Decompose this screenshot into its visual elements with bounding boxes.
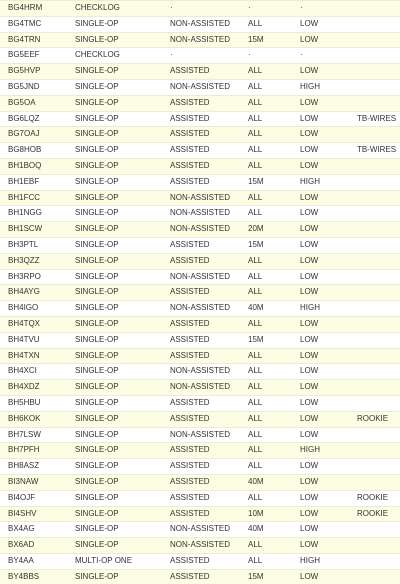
callsign-cell: BH1NGG bbox=[0, 206, 67, 222]
callsign-cell: BH4TXN bbox=[0, 348, 67, 364]
band-cell: ALL bbox=[240, 79, 292, 95]
table-row bbox=[0, 553, 400, 569]
overlay-cell bbox=[349, 16, 400, 32]
assisted-category-cell: ASSISTED bbox=[162, 285, 240, 301]
callsign-cell: BG6LQZ bbox=[0, 111, 67, 127]
callsign-cell: BG4TMC bbox=[0, 16, 67, 32]
overlay-cell bbox=[349, 174, 400, 190]
operator-category-cell: SINGLE-OP bbox=[67, 569, 162, 584]
band-cell: ALL bbox=[240, 95, 292, 111]
callsign-cell: BH3QZZ bbox=[0, 253, 67, 269]
assisted-category-cell: ASSISTED bbox=[162, 95, 240, 111]
power-cell: LOW bbox=[292, 127, 349, 143]
operator-category-cell: CHECKLOG bbox=[67, 1, 162, 17]
power-cell: LOW bbox=[292, 348, 349, 364]
power-cell: LOW bbox=[292, 222, 349, 238]
operator-category-cell: SINGLE-OP bbox=[67, 364, 162, 380]
table-row bbox=[0, 174, 400, 190]
assisted-category-cell: ASSISTED bbox=[162, 111, 240, 127]
callsign-cell: BH4XCI bbox=[0, 364, 67, 380]
table-row bbox=[0, 506, 400, 522]
table-row bbox=[0, 364, 400, 380]
band-cell: ALL bbox=[240, 111, 292, 127]
overlay-cell bbox=[349, 222, 400, 238]
band-cell: ALL bbox=[240, 127, 292, 143]
power-cell: LOW bbox=[292, 474, 349, 490]
band-cell: 15M bbox=[240, 332, 292, 348]
band-cell: 20M bbox=[240, 222, 292, 238]
operator-category-cell: SINGLE-OP bbox=[67, 237, 162, 253]
band-cell: ALL bbox=[240, 364, 292, 380]
band-cell: ALL bbox=[240, 285, 292, 301]
assisted-category-cell: NON-ASSISTED bbox=[162, 364, 240, 380]
table-row bbox=[0, 32, 400, 48]
callsign-cell: BX4AG bbox=[0, 522, 67, 538]
operator-category-cell: MULTI-OP ONE bbox=[67, 553, 162, 569]
power-cell: LOW bbox=[292, 506, 349, 522]
assisted-category-cell: NON-ASSISTED bbox=[162, 269, 240, 285]
table-row bbox=[0, 380, 400, 396]
operator-category-cell: SINGLE-OP bbox=[67, 190, 162, 206]
operator-category-cell: SINGLE-OP bbox=[67, 395, 162, 411]
operator-category-cell: SINGLE-OP bbox=[67, 158, 162, 174]
table-row bbox=[0, 285, 400, 301]
assisted-category-cell: ASSISTED bbox=[162, 395, 240, 411]
power-cell: LOW bbox=[292, 143, 349, 159]
callsign-cell: BG4TRN bbox=[0, 32, 67, 48]
band-cell: ALL bbox=[240, 158, 292, 174]
overlay-cell bbox=[349, 158, 400, 174]
table-row bbox=[0, 301, 400, 317]
power-cell: LOW bbox=[292, 411, 349, 427]
power-cell: LOW bbox=[292, 111, 349, 127]
power-cell: · bbox=[292, 1, 349, 17]
operator-category-cell: SINGLE-OP bbox=[67, 490, 162, 506]
table-row bbox=[0, 538, 400, 554]
overlay-cell bbox=[349, 269, 400, 285]
operator-category-cell: SINGLE-OP bbox=[67, 538, 162, 554]
band-cell: 40M bbox=[240, 474, 292, 490]
overlay-cell bbox=[349, 474, 400, 490]
callsign-cell: BH4TQX bbox=[0, 316, 67, 332]
power-cell: HIGH bbox=[292, 174, 349, 190]
callsign-cell: BG5OA bbox=[0, 95, 67, 111]
operator-category-cell: SINGLE-OP bbox=[67, 174, 162, 190]
power-cell: LOW bbox=[292, 364, 349, 380]
callsign-cell: BY4BBS bbox=[0, 569, 67, 584]
operator-category-cell: SINGLE-OP bbox=[67, 206, 162, 222]
power-cell: LOW bbox=[292, 237, 349, 253]
operator-category-cell: SINGLE-OP bbox=[67, 474, 162, 490]
band-cell: ALL bbox=[240, 316, 292, 332]
power-cell: HIGH bbox=[292, 301, 349, 317]
assisted-category-cell: ASSISTED bbox=[162, 459, 240, 475]
power-cell: LOW bbox=[292, 253, 349, 269]
band-cell: · bbox=[240, 1, 292, 17]
band-cell: ALL bbox=[240, 553, 292, 569]
overlay-cell bbox=[349, 316, 400, 332]
band-cell: 15M bbox=[240, 32, 292, 48]
operator-category-cell: SINGLE-OP bbox=[67, 253, 162, 269]
band-cell: ALL bbox=[240, 190, 292, 206]
table-row bbox=[0, 206, 400, 222]
overlay-cell bbox=[349, 380, 400, 396]
operator-category-cell: SINGLE-OP bbox=[67, 316, 162, 332]
callsign-cell: BG5EEF bbox=[0, 48, 67, 64]
callsign-cell: BG5JND bbox=[0, 79, 67, 95]
callsign-cell: BH3PTL bbox=[0, 237, 67, 253]
operator-category-cell: SINGLE-OP bbox=[67, 522, 162, 538]
overlay-cell bbox=[349, 79, 400, 95]
overlay-cell bbox=[349, 253, 400, 269]
power-cell: LOW bbox=[292, 459, 349, 475]
callsign-cell: BH8ASZ bbox=[0, 459, 67, 475]
operator-category-cell: SINGLE-OP bbox=[67, 285, 162, 301]
callsign-cell: BH1FCC bbox=[0, 190, 67, 206]
overlay-cell: ROOKIE bbox=[349, 506, 400, 522]
band-cell: · bbox=[240, 48, 292, 64]
operator-category-cell: SINGLE-OP bbox=[67, 380, 162, 396]
assisted-category-cell: ASSISTED bbox=[162, 174, 240, 190]
table-row bbox=[0, 190, 400, 206]
band-cell: ALL bbox=[240, 427, 292, 443]
assisted-category-cell: · bbox=[162, 1, 240, 17]
assisted-category-cell: · bbox=[162, 48, 240, 64]
band-cell: 40M bbox=[240, 301, 292, 317]
assisted-category-cell: ASSISTED bbox=[162, 490, 240, 506]
table-row bbox=[0, 79, 400, 95]
table-row bbox=[0, 253, 400, 269]
assisted-category-cell: ASSISTED bbox=[162, 316, 240, 332]
band-cell: 10M bbox=[240, 506, 292, 522]
assisted-category-cell: ASSISTED bbox=[162, 506, 240, 522]
band-cell: 15M bbox=[240, 174, 292, 190]
overlay-cell bbox=[349, 301, 400, 317]
table-row bbox=[0, 64, 400, 80]
overlay-cell bbox=[349, 95, 400, 111]
assisted-category-cell: ASSISTED bbox=[162, 64, 240, 80]
callsign-cell: BH6KOK bbox=[0, 411, 67, 427]
assisted-category-cell: ASSISTED bbox=[162, 143, 240, 159]
operator-category-cell: SINGLE-OP bbox=[67, 64, 162, 80]
callsign-cell: BY4AA bbox=[0, 553, 67, 569]
table-row bbox=[0, 411, 400, 427]
power-cell: HIGH bbox=[292, 79, 349, 95]
band-cell: ALL bbox=[240, 380, 292, 396]
table-row bbox=[0, 222, 400, 238]
operator-category-cell: CHECKLOG bbox=[67, 48, 162, 64]
assisted-category-cell: ASSISTED bbox=[162, 127, 240, 143]
overlay-cell bbox=[349, 332, 400, 348]
table-row bbox=[0, 316, 400, 332]
band-cell: ALL bbox=[240, 459, 292, 475]
band-cell: 15M bbox=[240, 237, 292, 253]
power-cell: LOW bbox=[292, 269, 349, 285]
overlay-cell: ROOKIE bbox=[349, 411, 400, 427]
band-cell: ALL bbox=[240, 538, 292, 554]
power-cell: LOW bbox=[292, 380, 349, 396]
operator-category-cell: SINGLE-OP bbox=[67, 443, 162, 459]
overlay-cell: ROOKIE bbox=[349, 490, 400, 506]
power-cell: LOW bbox=[292, 95, 349, 111]
table-row bbox=[0, 522, 400, 538]
callsign-cell: BG7OAJ bbox=[0, 127, 67, 143]
assisted-category-cell: ASSISTED bbox=[162, 332, 240, 348]
operator-category-cell: SINGLE-OP bbox=[67, 332, 162, 348]
callsign-cell: BH4AYG bbox=[0, 285, 67, 301]
operator-category-cell: SINGLE-OP bbox=[67, 411, 162, 427]
operator-category-cell: SINGLE-OP bbox=[67, 111, 162, 127]
band-cell: 40M bbox=[240, 522, 292, 538]
table-row bbox=[0, 16, 400, 32]
operator-category-cell: SINGLE-OP bbox=[67, 16, 162, 32]
power-cell: LOW bbox=[292, 190, 349, 206]
table-row bbox=[0, 395, 400, 411]
overlay-cell bbox=[349, 285, 400, 301]
overlay-cell bbox=[349, 395, 400, 411]
callsign-cell: BH7PFH bbox=[0, 443, 67, 459]
table-row bbox=[0, 95, 400, 111]
band-cell: ALL bbox=[240, 253, 292, 269]
callsign-cell: BI3NAW bbox=[0, 474, 67, 490]
table-row bbox=[0, 427, 400, 443]
power-cell: LOW bbox=[292, 158, 349, 174]
overlay-cell bbox=[349, 569, 400, 584]
power-cell: LOW bbox=[292, 569, 349, 584]
callsign-cell: BH4IGO bbox=[0, 301, 67, 317]
overlay-cell bbox=[349, 538, 400, 554]
callsign-cell: BG5HVP bbox=[0, 64, 67, 80]
overlay-cell bbox=[349, 127, 400, 143]
band-cell: ALL bbox=[240, 64, 292, 80]
power-cell: LOW bbox=[292, 64, 349, 80]
overlay-cell bbox=[349, 522, 400, 538]
table-row bbox=[0, 490, 400, 506]
overlay-cell bbox=[349, 1, 400, 17]
band-cell: ALL bbox=[240, 143, 292, 159]
power-cell: LOW bbox=[292, 32, 349, 48]
overlay-cell bbox=[349, 206, 400, 222]
power-cell: HIGH bbox=[292, 553, 349, 569]
assisted-category-cell: ASSISTED bbox=[162, 348, 240, 364]
assisted-category-cell: ASSISTED bbox=[162, 253, 240, 269]
band-cell: ALL bbox=[240, 411, 292, 427]
band-cell: ALL bbox=[240, 395, 292, 411]
operator-category-cell: SINGLE-OP bbox=[67, 95, 162, 111]
assisted-category-cell: NON-ASSISTED bbox=[162, 206, 240, 222]
power-cell: LOW bbox=[292, 332, 349, 348]
assisted-category-cell: ASSISTED bbox=[162, 443, 240, 459]
table-row bbox=[0, 474, 400, 490]
operator-category-cell: SINGLE-OP bbox=[67, 79, 162, 95]
operator-category-cell: SINGLE-OP bbox=[67, 427, 162, 443]
overlay-cell bbox=[349, 64, 400, 80]
operator-category-cell: SINGLE-OP bbox=[67, 301, 162, 317]
overlay-cell bbox=[349, 348, 400, 364]
assisted-category-cell: ASSISTED bbox=[162, 553, 240, 569]
power-cell: LOW bbox=[292, 316, 349, 332]
callsign-cell: BH1SCW bbox=[0, 222, 67, 238]
operator-category-cell: SINGLE-OP bbox=[67, 269, 162, 285]
power-cell: LOW bbox=[292, 427, 349, 443]
band-cell: ALL bbox=[240, 443, 292, 459]
callsign-cell: BI4SHV bbox=[0, 506, 67, 522]
operator-category-cell: SINGLE-OP bbox=[67, 506, 162, 522]
table-row bbox=[0, 443, 400, 459]
operator-category-cell: SINGLE-OP bbox=[67, 143, 162, 159]
overlay-cell bbox=[349, 32, 400, 48]
table-row bbox=[0, 237, 400, 253]
power-cell: · bbox=[292, 48, 349, 64]
power-cell: LOW bbox=[292, 490, 349, 506]
assisted-category-cell: NON-ASSISTED bbox=[162, 538, 240, 554]
assisted-category-cell: NON-ASSISTED bbox=[162, 222, 240, 238]
callsign-cell: BG4HRM bbox=[0, 1, 67, 17]
overlay-cell bbox=[349, 237, 400, 253]
power-cell: LOW bbox=[292, 522, 349, 538]
operator-category-cell: SINGLE-OP bbox=[67, 222, 162, 238]
power-cell: LOW bbox=[292, 285, 349, 301]
callsign-cell: BH1EBF bbox=[0, 174, 67, 190]
band-cell: ALL bbox=[240, 269, 292, 285]
overlay-cell bbox=[349, 443, 400, 459]
table-row bbox=[0, 1, 400, 17]
operator-category-cell: SINGLE-OP bbox=[67, 348, 162, 364]
table-row bbox=[0, 332, 400, 348]
power-cell: LOW bbox=[292, 538, 349, 554]
table-row bbox=[0, 459, 400, 475]
overlay-cell: TB-WIRES bbox=[349, 111, 400, 127]
assisted-category-cell: NON-ASSISTED bbox=[162, 32, 240, 48]
overlay-cell bbox=[349, 553, 400, 569]
assisted-category-cell: NON-ASSISTED bbox=[162, 380, 240, 396]
power-cell: HIGH bbox=[292, 443, 349, 459]
table-row bbox=[0, 348, 400, 364]
assisted-category-cell: ASSISTED bbox=[162, 158, 240, 174]
table-row bbox=[0, 48, 400, 64]
assisted-category-cell: ASSISTED bbox=[162, 411, 240, 427]
operator-category-cell: SINGLE-OP bbox=[67, 459, 162, 475]
band-cell: ALL bbox=[240, 490, 292, 506]
assisted-category-cell: NON-ASSISTED bbox=[162, 427, 240, 443]
callsign-cell: BH7LSW bbox=[0, 427, 67, 443]
table-row bbox=[0, 127, 400, 143]
table-row bbox=[0, 569, 400, 584]
band-cell: ALL bbox=[240, 16, 292, 32]
callsign-cell: BH5HBU bbox=[0, 395, 67, 411]
power-cell: LOW bbox=[292, 16, 349, 32]
callsign-cell: BX6AD bbox=[0, 538, 67, 554]
band-cell: 15M bbox=[240, 569, 292, 584]
operator-category-cell: SINGLE-OP bbox=[67, 32, 162, 48]
assisted-category-cell: NON-ASSISTED bbox=[162, 79, 240, 95]
operator-category-cell: SINGLE-OP bbox=[67, 127, 162, 143]
callsign-cell: BH4TVU bbox=[0, 332, 67, 348]
overlay-cell bbox=[349, 459, 400, 475]
callsign-cell: BH3RPO bbox=[0, 269, 67, 285]
callsign-cell: BI4OJF bbox=[0, 490, 67, 506]
table-row bbox=[0, 158, 400, 174]
band-cell: ALL bbox=[240, 348, 292, 364]
overlay-cell bbox=[349, 190, 400, 206]
assisted-category-cell: ASSISTED bbox=[162, 569, 240, 584]
power-cell: LOW bbox=[292, 206, 349, 222]
band-cell: ALL bbox=[240, 206, 292, 222]
callsign-cell: BG8HOB bbox=[0, 143, 67, 159]
assisted-category-cell: ASSISTED bbox=[162, 474, 240, 490]
overlay-cell bbox=[349, 364, 400, 380]
table-row bbox=[0, 143, 400, 159]
table-row bbox=[0, 111, 400, 127]
assisted-category-cell: NON-ASSISTED bbox=[162, 190, 240, 206]
overlay-cell bbox=[349, 48, 400, 64]
assisted-category-cell: NON-ASSISTED bbox=[162, 522, 240, 538]
assisted-category-cell: NON-ASSISTED bbox=[162, 301, 240, 317]
overlay-cell: TB-WIRES bbox=[349, 143, 400, 159]
log-table-body bbox=[0, 1, 400, 584]
callsign-cell: BH1BOQ bbox=[0, 158, 67, 174]
assisted-category-cell: ASSISTED bbox=[162, 237, 240, 253]
power-cell: LOW bbox=[292, 395, 349, 411]
callsign-cell: BH4XDZ bbox=[0, 380, 67, 396]
assisted-category-cell: NON-ASSISTED bbox=[162, 16, 240, 32]
table-row bbox=[0, 269, 400, 285]
overlay-cell bbox=[349, 427, 400, 443]
